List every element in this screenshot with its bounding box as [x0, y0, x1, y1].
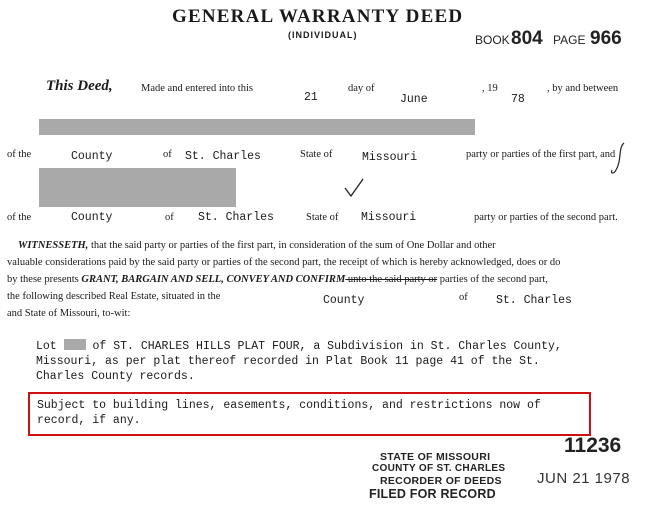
first-of: of [163, 149, 172, 160]
restrictions-line-1: Subject to building lines, easements, conditions, and restrictions now of [37, 399, 541, 412]
grantee-name-redaction [39, 168, 236, 207]
recording-document-number: 11236 [564, 434, 622, 457]
witnesseth-line-4: the following described Real Estate, situated in the [7, 291, 221, 302]
second-state-name: Missouri [361, 211, 417, 224]
check-mark-icon [343, 178, 365, 198]
stamp-county: COUNTY OF ST. CHARLES [372, 463, 506, 474]
year-prefix: , 19 [482, 83, 498, 94]
situated-of: of [459, 292, 468, 303]
grantor-name-redaction [39, 119, 475, 135]
first-state-name: Missouri [362, 151, 418, 164]
page-label: PAGE [553, 33, 586, 47]
witnesseth-line-3: by these presents GRANT, BARGAIN AND SELL, CONVEY AND CONFIRM unto the said party or parties of the second part, [7, 274, 548, 285]
second-county-name: St. Charles [198, 211, 274, 224]
restrictions-line-2: record, if any. [37, 414, 141, 427]
second-state-of: State of [306, 212, 339, 223]
day-of-label: day of [348, 83, 375, 94]
situated-county-name: St. Charles [496, 294, 572, 307]
first-county-name: St. Charles [185, 150, 261, 163]
witnesseth-label: WITNESSETH, [18, 240, 89, 251]
deed-year: 78 [511, 93, 525, 106]
legal-description [36, 339, 562, 384]
second-county-label: County [71, 211, 113, 224]
deed-day: 21 [304, 91, 318, 104]
by-and-between: , by and between [547, 83, 619, 94]
struck-text: unto the said party or [345, 274, 438, 285]
stamp-recorder: RECORDER OF DEEDS [380, 475, 502, 487]
made-text: Made and entered into this [141, 83, 253, 94]
legal-line-1: Lot of ST. CHARLES HILLS PLAT FOUR, a Subdivision in St. Charles County, [36, 340, 562, 353]
witnesseth-line-5: and State of Missouri, to-wit: [7, 308, 131, 319]
page-number: 966 [590, 28, 622, 49]
restrictions-clause [37, 398, 541, 428]
first-of-the: of the [7, 149, 32, 160]
stamp-state: STATE OF MISSOURI [380, 451, 491, 463]
situated-county-label: County [323, 294, 365, 307]
legal-line-3: Charles County records. [36, 370, 195, 383]
witnesseth-line-2: valuable considerations paid by the said party or parties of the second part, the receipt of which is hereby acknowledged, does or do [7, 257, 561, 268]
first-county-label: County [71, 150, 113, 163]
document-subtitle: (INDIVIDUAL) [288, 30, 358, 40]
second-of: of [165, 212, 174, 223]
document-title: GENERAL WARRANTY DEED [172, 6, 464, 27]
book-number: 804 [511, 28, 543, 49]
deed-month: June [400, 93, 428, 106]
witnesseth-line-1: WITNESSETH, that the said party or parties of the first part, in consideration of the sum of One Dollar and other [18, 240, 496, 251]
second-of-the: of the [7, 212, 32, 223]
lot-number-redaction [64, 339, 86, 350]
first-state-of: State of [300, 149, 333, 160]
stamp-date: JUN 21 1978 [537, 470, 631, 487]
second-party-text: party or parties of the second part. [474, 212, 618, 223]
this-deed-heading: This Deed, [46, 78, 113, 94]
first-party-text: party or parties of the first part, and [466, 149, 616, 160]
book-label: BOOK [475, 33, 510, 47]
initial-mark [608, 140, 630, 178]
grant-clause: GRANT, BARGAIN AND SELL, CONVEY AND CONFIRM [81, 274, 346, 285]
stamp-filed: FILED FOR RECORD [369, 487, 496, 501]
legal-line-2: Missouri, as per plat thereof recorded in Plat Book 11 page 41 of the St. [36, 355, 540, 368]
